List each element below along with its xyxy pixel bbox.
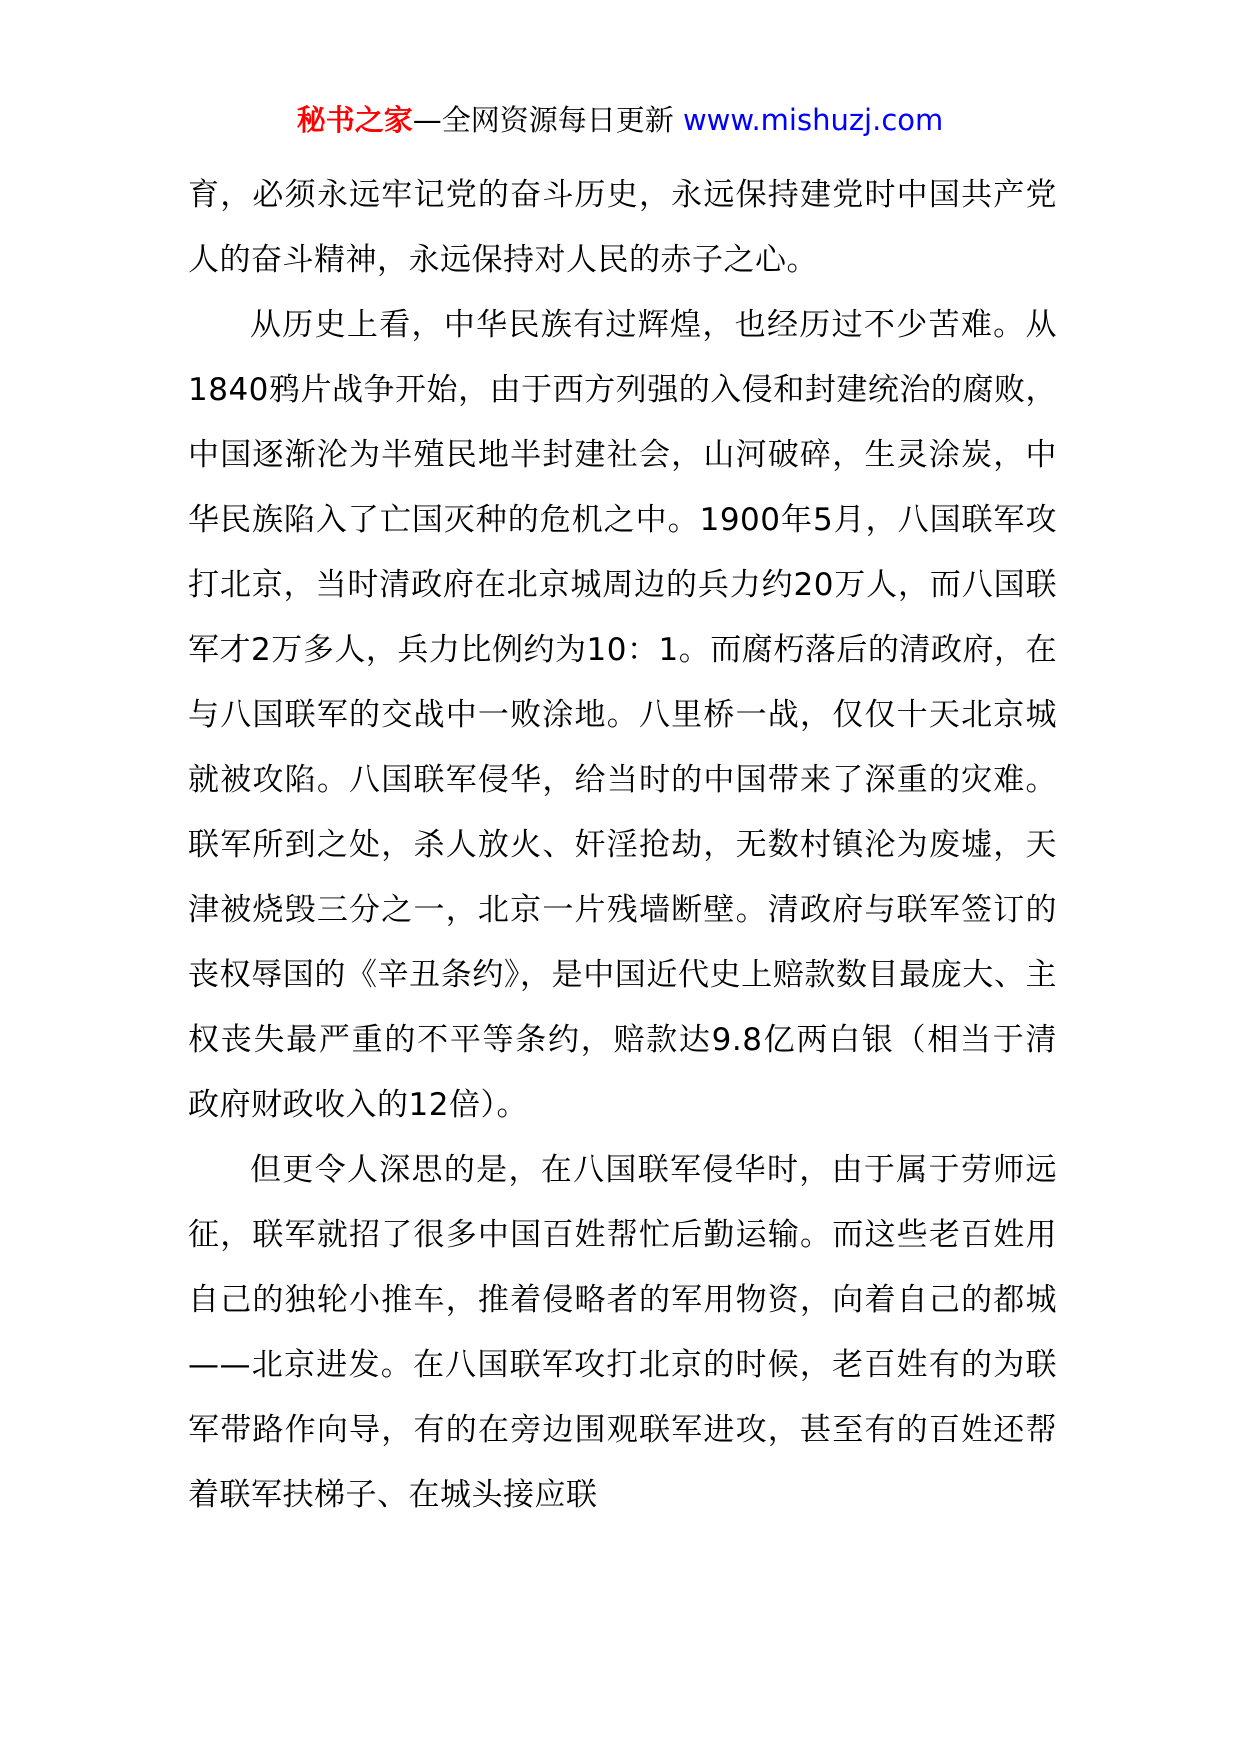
paragraph-continued: 育，必须永远牢记党的奋斗历史，永远保持建党时中国共产党人的奋斗精神，永远保持对人民的赤子之心。: [188, 177, 1057, 278]
document-body: [188, 163, 1057, 1528]
site-url-link[interactable]: www.mishuzj.com: [682, 103, 944, 137]
paragraph-history: 从历史上看，中华民族有过辉煌，也经历过不少苦难。从1840鸦片战争开始，由于西方列强的入侵和封建统治的腐败，中国逐渐沦为半殖民地半封建社会，山河破碎，生灵涂炭，中华民族陷入了亡国灭种的危机之中。1900年5月，八国联军攻打北京，当时清政府在北京城周边的兵力约20万人，而八国联军才2万多人，兵力比例约为10：1。而腐朽落后的清政府，在与八国联军的交战中一败涂地。八里桥一战，仅仅十天北京城就被攻陷。八国联军侵华，给当时的中国带来了深重的灾难。联军所到之处，杀人放火、奸淫抢劫，无数村镇沦为废墟，天津被烧毁三分之一，北京一片残墙断壁。清政府与联军签订的丧权辱国的《辛丑条约》，是中国近代史上赔款数目最庞大、主权丧失最严重的不平等条约，赔款达9.8亿两白银（相当于清政府财政收入的12倍）。: [188, 307, 1057, 1123]
page-header: [0, 100, 1240, 140]
brand-name: 秘书之家: [296, 103, 413, 137]
header-tagline: —全网资源每日更新: [412, 103, 674, 137]
paragraph-reflection: 但更令人深思的是，在八国联军侵华时，由于属于劳师远征，联军就招了很多中国百姓帮忙后勤运输。而这些老百姓用自己的独轮小推车，推着侵略者的军用物资，向着自己的都城——北京进发。在八国联军攻打北京的时候，老百姓有的为联军带路作向导，有的在旁边围观联军进攻，甚至有的百姓还帮着联军扶梯子、在城头接应联: [188, 1152, 1057, 1513]
